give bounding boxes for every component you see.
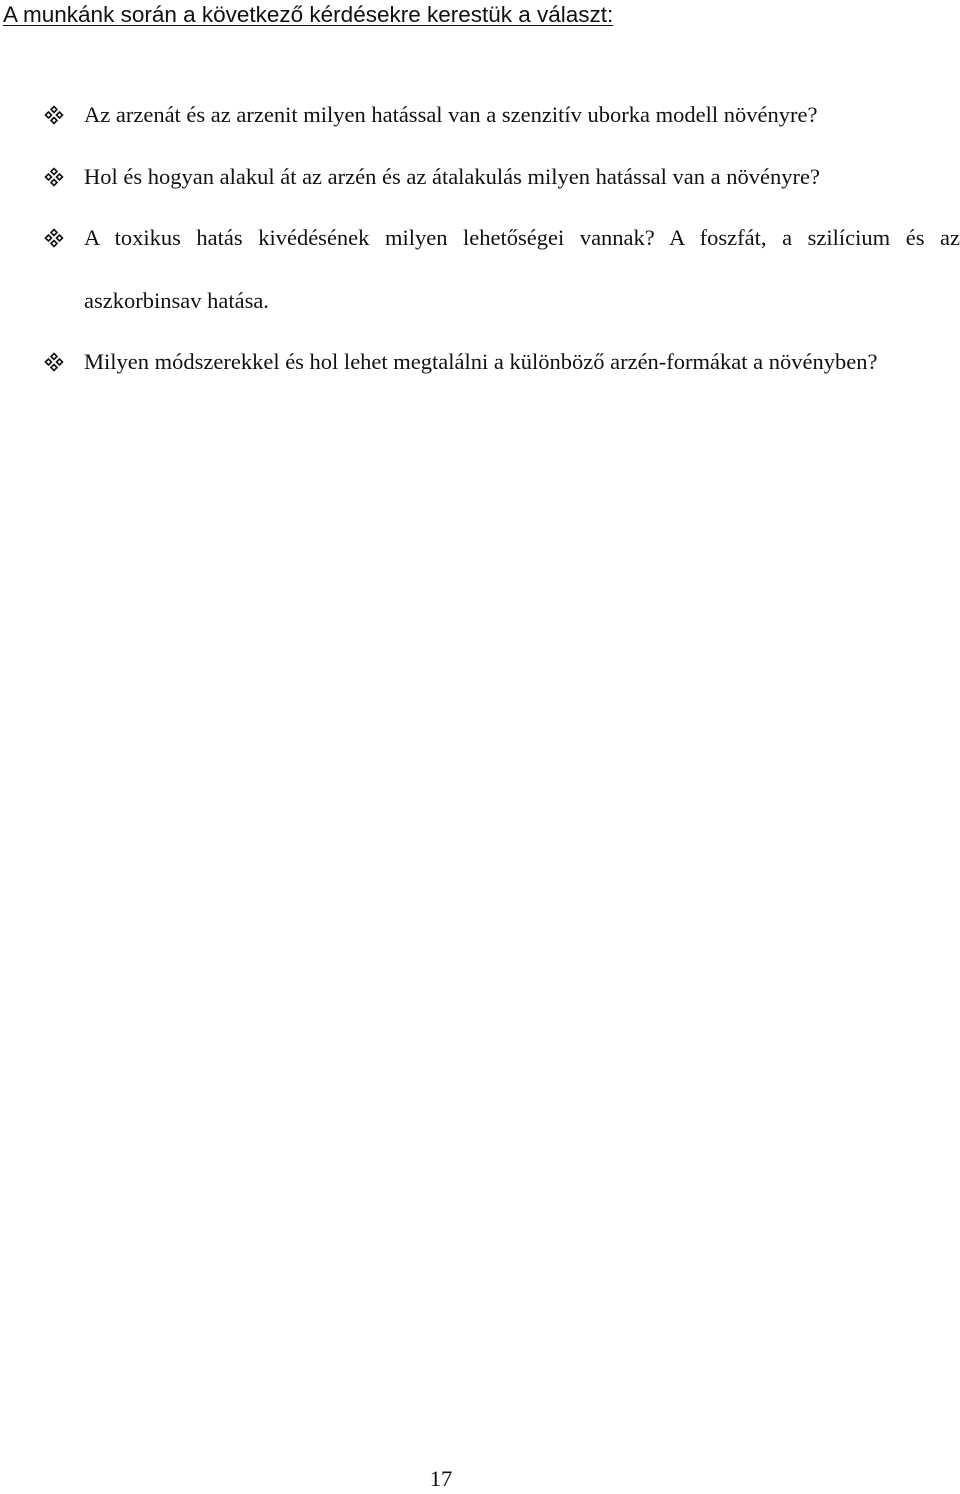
question-list [0,84,960,394]
page-number: 17 [429,1466,453,1491]
question-text: A toxikus hatás kivédésének milyen lehetőségei vannak? A foszfát, a szilícium és az aszkorbinsav hatása. [84,225,960,313]
question-item-3 [0,207,960,332]
four-diamond-bullet-icon [44,228,64,248]
question-text: Milyen módszerekkel és hol lehet megtalálni a különböző arzén-formákat a növényben? [84,349,878,374]
question-item-1 [0,84,960,147]
question-item-4 [0,331,960,394]
question-item-2 [0,146,960,209]
four-diamond-bullet-icon [44,352,64,372]
page-heading: A munkánk során a következő kérdésekre kerestük a választ: [3,2,614,27]
four-diamond-bullet-icon [44,105,64,125]
question-text: Az arzenát és az arzenit milyen hatással van a szenzitív uborka modell növényre? [84,102,818,127]
four-diamond-bullet-icon [44,167,64,187]
question-text: Hol és hogyan alakul át az arzén és az átalakulás milyen hatással van a növényre? [84,163,820,189]
